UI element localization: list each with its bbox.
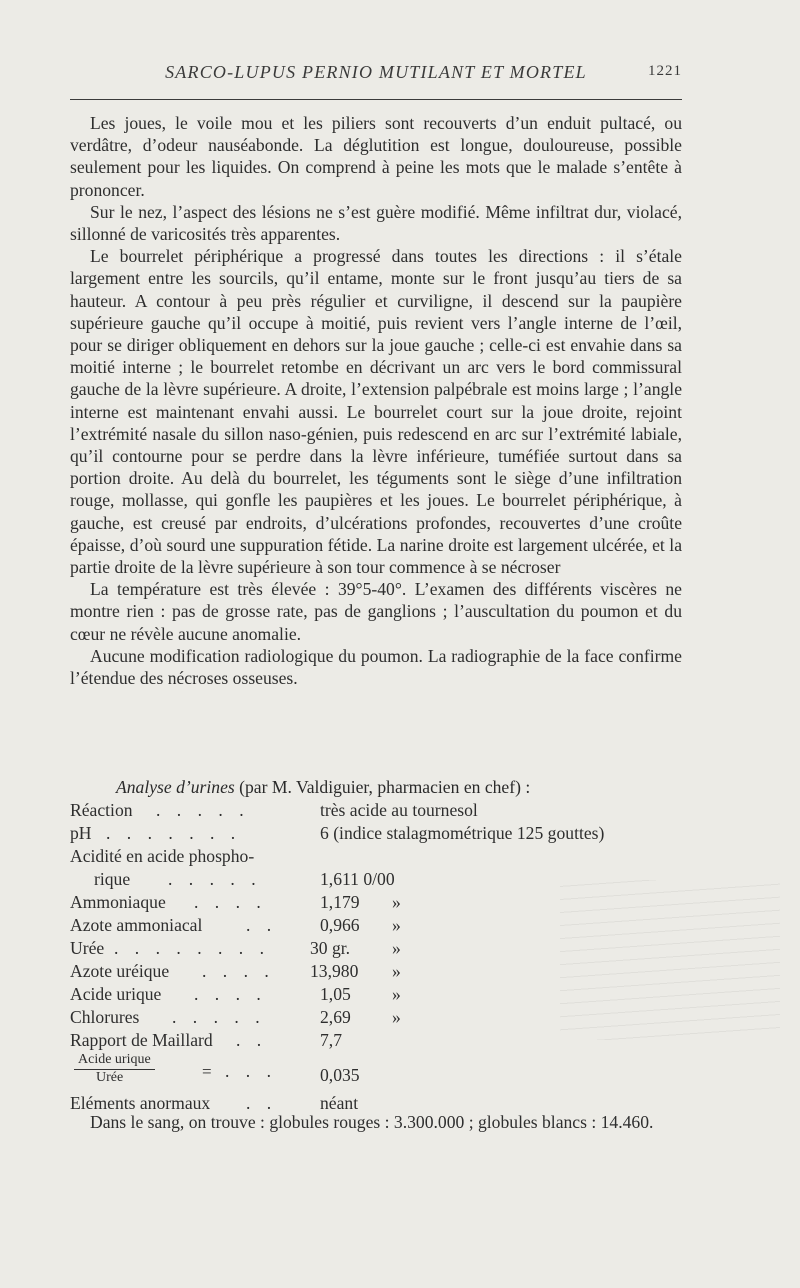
paragraph-radiologie: Aucune modification radiologique du poumon. La radiographie de la face confirme l’étendue des nécroses osseuses. [70,645,682,689]
running-head [70,62,682,86]
analysis-title [70,776,682,798]
row-unit: » [392,915,401,935]
table-row-ratio [70,1052,682,1092]
running-title: SARCO-LUPUS PERNIO MUTILANT ET MORTEL [165,62,587,82]
show-through-texture [560,880,780,1040]
analysis-title-rest: (par M. Valdiguier, pharmacien en chef) : [234,777,531,797]
paragraph-temperature: La température est très élevée : 39°5-40°. L’examen des différents viscères ne montre rien : pas de grosse rate, pas de ganglions ; l’auscultation du poumon et du cœur ne révèle aucune anomalie. [70,579,682,644]
ratio-denominator: Urée [96,1070,124,1085]
row-value: néant [320,1093,359,1113]
row-dots: . . . . [194,984,267,1004]
header-rule [70,99,682,100]
row-value: 2,69 [320,1007,351,1027]
row-dots: . . . . [194,892,267,912]
row-label: Réaction [70,800,133,820]
row-dots: . . . . [202,961,275,981]
row-value: très acide au tournesol [320,800,478,820]
row-label: Acide urique [70,984,162,1004]
row-unit: » [392,892,401,912]
row-dots: . . . . . . . [106,823,242,843]
row-value: 0,035 [320,1065,360,1085]
ratio-numerator: Acide urique [74,1052,155,1070]
row-label: pH [70,823,92,843]
row-label-line1: Acidité en acide phospho- [70,846,255,866]
row-dots: . . [236,1030,268,1050]
row-label: Rapport de Maillard [70,1030,213,1050]
row-label: Chlorures [70,1007,140,1027]
row-label-line2: rique [94,869,131,889]
row-label: Eléments anormaux [70,1093,211,1113]
table-row [70,799,682,822]
ratio-equals: = [202,1062,212,1081]
row-value: 13,980 [310,961,359,981]
row-dots: . . [246,915,278,935]
row-value: 30 gr. [310,938,351,958]
row-value: 6 (indice stalagmométrique 125 gouttes) [320,823,605,843]
row-value: 1,05 [320,984,351,1004]
body-text [70,112,682,689]
row-dots: . . . . . [172,1007,266,1027]
row-unit: » [392,1007,401,1027]
paragraph-joues: Les joues, le voile mou et les piliers sont recouverts d’un enduit pultacé, ou verdâtre, d’odeur nauséabonde. La déglutition est longue, douloureuse, possible seulement pour les liquides. On comprend à peine les mots que le malade s’entête à prononcer. [70,113,682,200]
analysis-title-italic: Analyse d’urines [116,777,235,797]
row-value: 1,611 0/00 [320,869,395,889]
row-dots: . . [246,1093,278,1113]
row-unit: » [392,984,401,1004]
row-dots: . . . . . [168,869,262,889]
row-dots: . . . . . . . . [114,938,270,958]
row-label: Azote ammoniacal [70,915,203,935]
row-label: Azote uréique [70,961,170,981]
table-row [70,822,682,845]
paragraph-bourrelet: Le bourrelet périphérique a progressé dans toutes les directions : il s’étale largement entre les sourcils, qu’il entame, monte sur le front jusqu’au tiers de sa hauteur. A contour à peu près régulier et curviligne, il descend sur la paupière supérieure gauche qu’il occupe à moitié, puis revient vers l’angle interne de l’œil, pour se diriger obliquement en dehors sur la joue gauche ; celle-ci est envahie dans sa moitié interne ; le bourrelet retombe en décrivant un arc vers le bord commissural gauche de la lèvre supérieure. A droite, l’extension palpébrale est moins large ; l’angle interne est maintenant envahi aussi. Le bourrelet court sur la joue droite, rejoint l’extrémité nasale du sillon naso-génien, puis redescend en arc sur l’extrémité labiale, qu’il contourne pour se perdre dans la lèvre inférieure, tuméfiée surtout dans sa portion droite. Au delà du bourrelet, les téguments sont le siège d’une infiltration rouge, mollasse, qui gonfle les paupières et les joues. Le bourrelet périphérique, à gauche, est creusé par endroits, d’ulcérations profondes, recouvertes d’une croûte épaisse, d’où sourd une suppuration fétide. La narine droite est largement ulcérée, et la partie droite de la lèvre supérieure à son tour commence à se nécroser [70,246,682,578]
row-value: 0,966 [320,915,360,935]
row-value: 7,7 [320,1030,342,1050]
paragraph-nez: Sur le nez, l’aspect des lésions ne s’est guère modifié. Même infiltrat dur, violacé, sillonné de varicosités très apparentes. [70,201,682,245]
row-unit: » [392,961,401,981]
page-number: 1221 [648,63,682,79]
row-label: Ammoniaque [70,892,166,912]
row-value: 1,179 [320,892,360,912]
closing-paragraph: Dans le sang, on trouve : globules rouges : 3.300.000 ; globules blancs : 14.460. [90,1112,654,1132]
row-dots: . . . [225,1061,277,1081]
row-dots: . . . . . [156,800,250,820]
row-label: Urée [70,938,105,958]
row-unit: » [392,938,401,958]
